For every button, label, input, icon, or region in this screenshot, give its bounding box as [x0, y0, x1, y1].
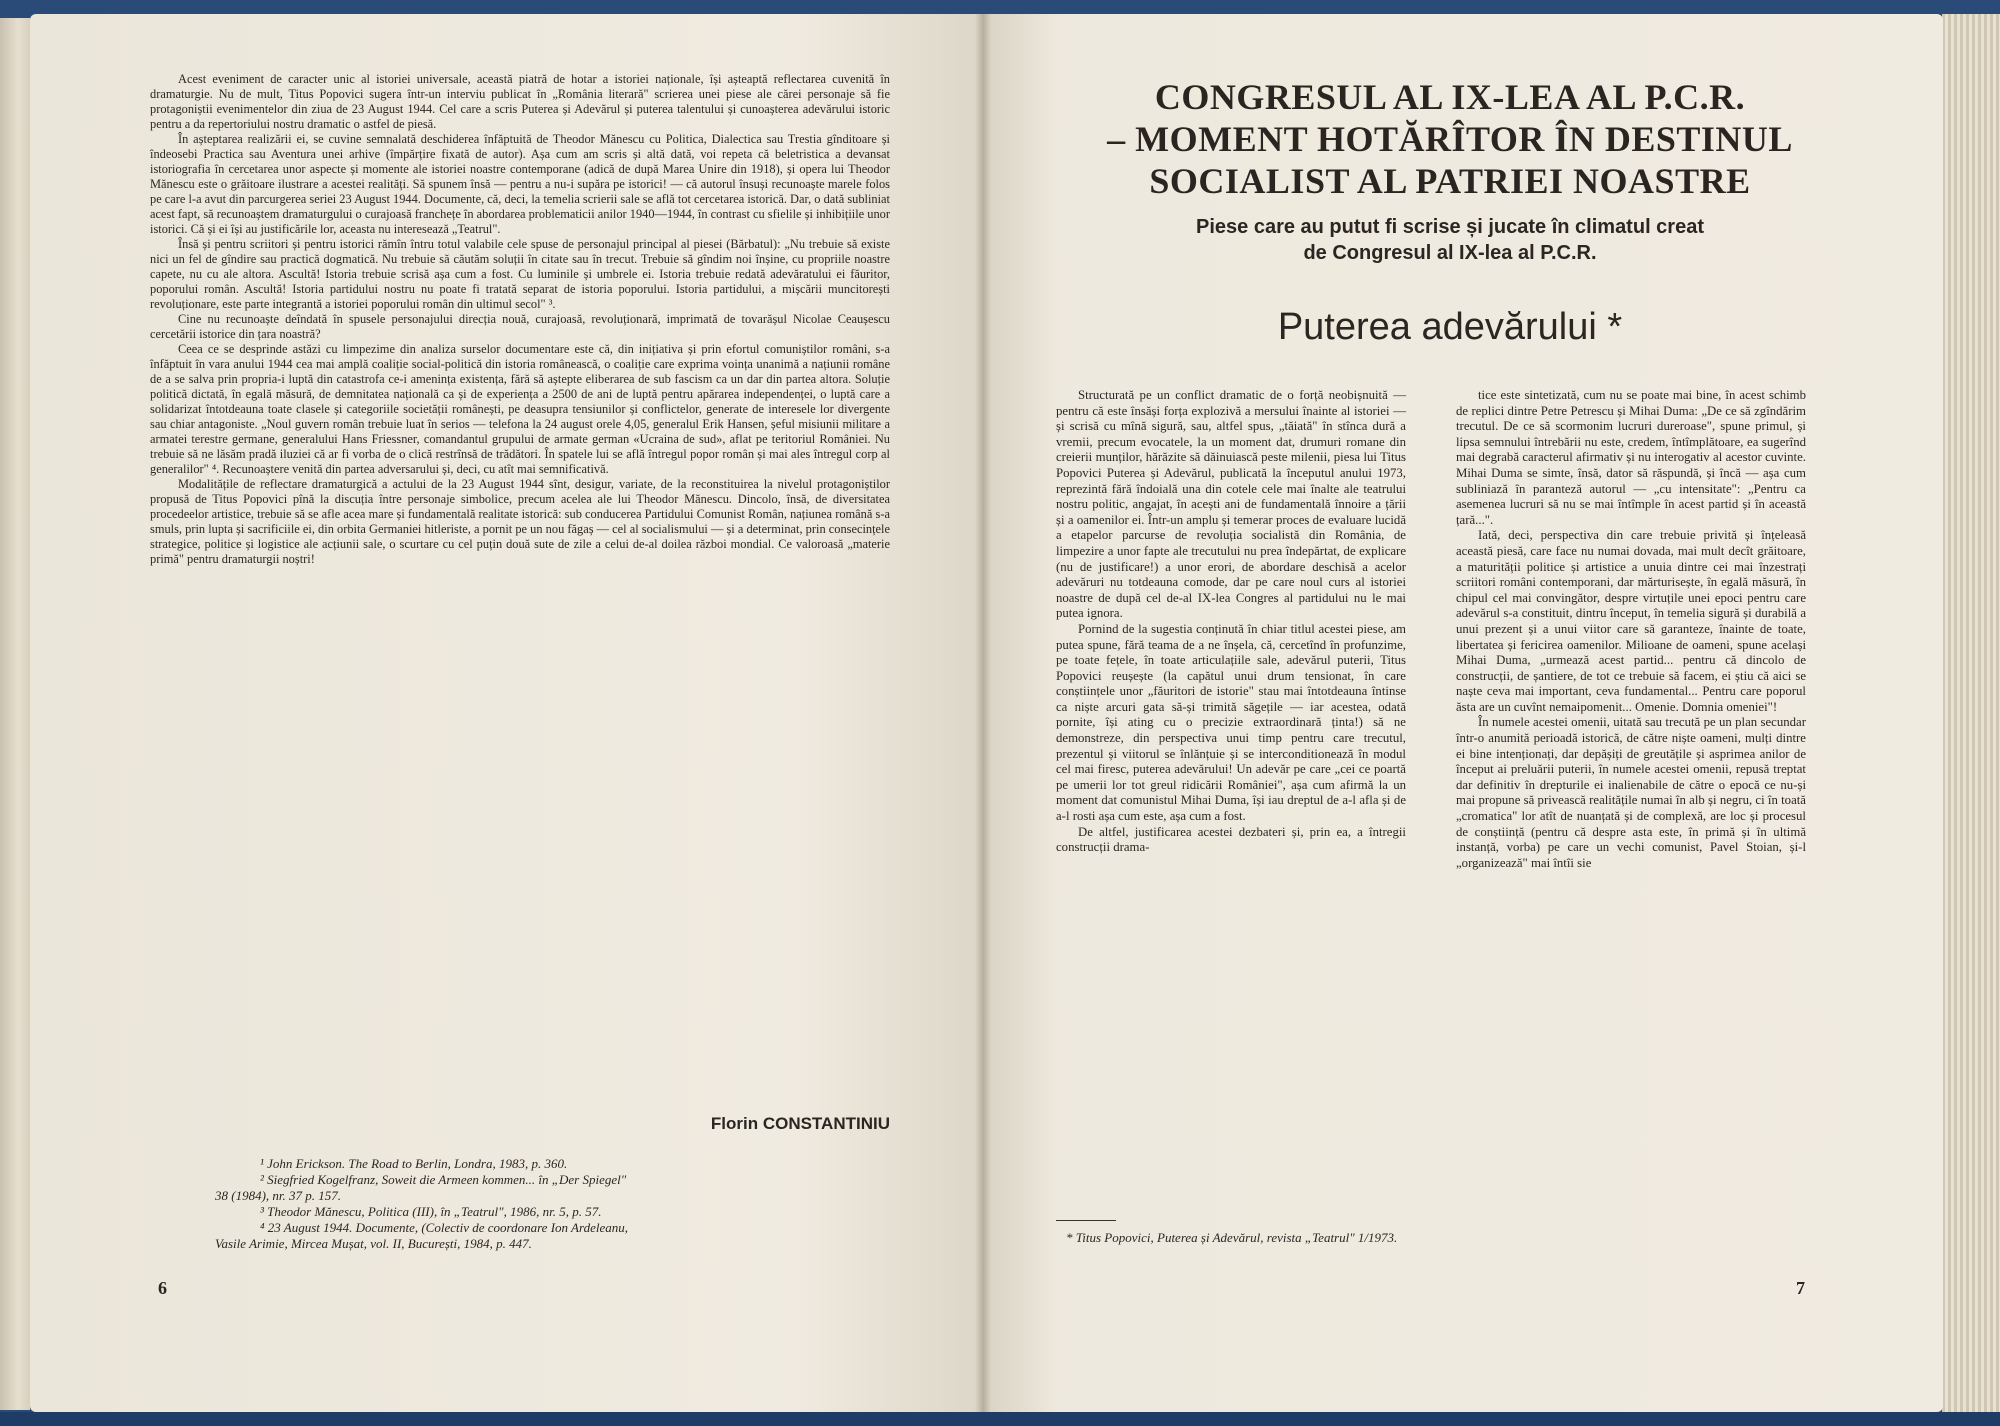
article-paragraph: Structurată pe un conflict dramatic de o forță neobișnuită — pentru că este însăși forța explozivă a mersului înainte al istoriei — și scrisă cu mînă sigură, sau, altfel spus, „tăiată" în stînca dură a vremii, precum evocatele, la un moment dat, drumuri romane din creierii munților, hărăzite să dăinuiască peste milenii, piesa lui Titus Popovici Puterea și Adevărul, publicată la începutul anului 1973, reprezintă fără îndoială una din cotele cele mai înalte ale teatrului nostru politic, angajat, în acești ani de fundamentală înnoire a țării și a oamenilor ei. Într-un amplu și temerar proces de evaluare lucidă a etapelor parcurse de revoluția socialistă din România, de limpezire a unor fapte ale trecutului nu prea îndepărtat, de explicare (nu de justificare!) a unor erori, de abordare deschisă a acelor adevăruri nu totdeauna comode, dar pe care noul curs al istoriei noastre de după cel de-al IX-lea Congres al partidului nu le mai putea ignora.: [1056, 388, 1406, 621]
article-column-1: [1056, 388, 1406, 856]
footnote: ⁴ 23 August 1944. Documente, (Colectiv de coordonare Ion Ardeleanu,: [260, 1220, 628, 1235]
footnote: ³ Theodor Mănescu, Politica (III), în „Teatrul", 1986, nr. 5, p. 57.: [260, 1204, 602, 1219]
section-subhead: [1060, 214, 1840, 266]
left-paragraph: În așteptarea realizării ei, se cuvine semnalată deschiderea înfăptuită de Theodor Mănescu cu Politica, Dialectica sau Trestia gînditoare și îndeosebi Practica sau Aventura unei arhive (împărțire fixată de autor). Așa cum am scris și altă dată, voi repeta că beletristica a devansat istoriografia în cercetarea unor aspecte și momente ale istoriei noastre contemporane (adică de după Marea Unire din 1918), și opera lui Theodor Mănescu este o grăitoare ilustrare a acestei realități. Să spunem însă — pentru a nu-i supăra pe istorici! — că autorul însuși recunoaște marele folos pe care l-a avut din parcurgerea seriei 23 August 1944. Documente, că, deci, la temelia scrierii sale se află tot cercetarea istorică. Dar, o dată subliniat acest fapt, să recunoaștem dramaturgului o curajoasă franchețe în abordarea problematicii anilor 1940—1944, în contrast cu sfielile și inhibițiile unor istorici. Că și ei își au justificările lor, aceasta nu interesează „Teatrul".: [150, 132, 890, 236]
headline-line: CONGRESUL AL IX-LEA AL P.C.R.: [1154, 77, 1746, 117]
footnote: ¹ John Erickson. The Road to Berlin, Londra, 1983, p. 360.: [260, 1156, 568, 1171]
article-paragraph: Pornind de la sugestia conținută în chiar titlul acestei piese, am putea spune, fără teama de a ne înșela, că, cercetînd în profunzime, pe toate fețele, în toate articulațiile sale, adevărul puterii, Titus Popovici reușește (la capătul unui drum tensionat, în care conștiințele unor „făuritori de istorie" stau mai întotdeauna întinse ca niște arcuri gata să-și trimită săgețile — iar acestea, odată pornite, își ating cu o precizie extraordinară ținta!) să ne demonstreze, din perspectiva unui timp pentru care trecutul, prezentul și viitorul se înlănțuie și se interconditionează în modul cel mai firesc, puterea adevărului! Un adevăr pe care „cei ce poartă pe umerii lor tot greul ridicării României", așa cum afirmă la un moment dat comunistul Mihai Duma, își iau dreptul de a-l afla și de a-l rosti așa cum este, așa cum a fost.: [1056, 621, 1406, 824]
left-paragraph: Modalitățile de reflectare dramaturgică a actului de la 23 August 1944 sînt, desigur, variate, de la reconstituirea la nivelul protagoniștilor propusă de Titus Popovici pînă la discuția între personaje simbolice, precum acelea ale lui Theodor Mănescu. Dincolo, însă, de diversitatea procedeelor artistice, trebuie să se afle acea mare și fundamentală realitate istorică: sub conducerea Partidului Comunist Român, națiunea română s-a smuls, prin lupta și sacrificiile ei, din orbita Germaniei hitleriste, a pornit pe un nou făgaș — cel al socialismului — și a determinat, prin consecințele strategice, politice și logistice ale acțiunii sale, o scurtare cu cel puțin două sute de zile a celui de-al doilea război mondial. Ce valoroasă „materie primă" pentru dramaturgii noștri!: [150, 477, 890, 566]
headline-line: SOCIALIST AL PATRIEI NOASTRE: [1149, 161, 1751, 201]
left-footnotes: [170, 1156, 890, 1252]
left-page-body: [150, 72, 890, 567]
subhead-line: Piese care au putut fi scrise și jucate în climatul creat: [1196, 216, 1704, 238]
article-paragraph: tice este sintetizată, cum nu se poate mai bine, în acest schimb de replici dintre Petre Petrescu și Mihai Duma: „De ce să zgîndărim trecutul. De ce să scormonim lucruri dureroase", spune primul, și lipsa semnului întrebării nu este, credem, întîmplătoare, ea sugerînd mai degrabă caracterul afirmativ și nu interogativ al acestor cuvinte. Mihai Duma se simte, însă, dator să răspundă, și încă — așa cum subliniază în paranteză autorul — „cu intensitate": „Pentru ca asemenea lucruri să nu se mai întîmple în acest partid și în această țară...".: [1456, 388, 1806, 527]
article-column-2: [1456, 388, 1806, 871]
left-paragraph: Acest eveniment de caracter unic al istoriei universale, această piatră de hotar a istoriei naționale, își așteaptă reflectarea cuvenită în dramaturgie. Nu de mult, Titus Popovici sugera într-un interviu publicat în „România literară" scrierea unei piese ale cărei personaje să fie protagoniștii evenimentelor din ziua de 23 August 1944. Cel care a scris Puterea și Adevărul și puterea talentului și cunoașterea adevărului istoric pentru a da repertoriului nostru dramatic o astfel de piesă.: [150, 72, 890, 131]
subhead-line: de Congresul al IX-lea al P.C.R.: [1303, 242, 1597, 264]
headline-line: – MOMENT HOTĂRÎTOR ÎN DESTINUL: [1107, 119, 1793, 159]
page-number-right: 7: [1796, 1278, 1805, 1298]
book-edge-right: [1942, 14, 2000, 1412]
article-footnote: * Titus Popovici, Puterea și Adevărul, revista „Teatrul" 1/1973.: [1066, 1230, 1398, 1245]
book-cover-bottom: [0, 1412, 2000, 1426]
footnote-divider: [1056, 1220, 1116, 1221]
footnote: Vasile Arimie, Mircea Mușat, vol. II, București, 1984, p. 447.: [215, 1236, 532, 1251]
footnote: 38 (1984), nr. 37 p. 157.: [215, 1188, 342, 1203]
footnote: ² Siegfried Kogelfranz, Soweit die Armeen kommen... în „Der Spiegel": [260, 1172, 627, 1187]
left-paragraph: Însă și pentru scriitori și pentru istorici rămîn întru totul valabile cele spuse de personajul principal al piesei (Bărbatul): „Nu trebuie să existe nici un fel de gîndire sau practică dogmatică. Nu trebuie să căutăm soluții în citate sau în trecut. Trebuie să gîndim noi înșine, cu propriile noastre capete, nu cu ale altora. Ascultă! Istoria trebuie scrisă așa cum a fost. Cu luminile și umbrele ei. Istoria trebuie redată adevăratului ei făuritor, poporului român. Ascultă! Istoria partidului nostru nu poate fi tratată separat de istoria poporului. Istoria partidului, a mișcării muncitorești revoluționare, este parte integrantă a istoriei poporului român din ultimul secol" ³.: [150, 237, 890, 311]
author-signature: Florin CONSTANTINIU: [710, 1114, 890, 1133]
section-headline: [1050, 76, 1850, 202]
left-paragraph: Cine nu recunoaște deîndată în spusele personajului direcția nouă, curajoasă, revoluționară, imprimată de tovarășul Nicolae Ceaușescu cercetării istorice din țara noastră?: [150, 312, 890, 341]
article-paragraph: În numele acestei omenii, uitată sau trecută pe un plan secundar într-o anumită perioadă istorică, de către niște oameni, mulți dintre ei bine intenționați, dar depășiți de greutățile și asprimea anilor de început ai preluării puterii, în numele acestei omenii, repusă treptat dar definitiv în drepturile ei inalienabile de către o epocă ce nu-și mai propune să privească realitățile numai în alb și negru, ci în toată „cromatica" lor atît de nuanțată și de complexă, are loc și procesul de conștiință (pentru că despre asta este, în primă și în ultimă instanță, vorba) pe care un vechi comunist, Pavel Stoian, și-l „organizează" mai întîi sie: [1456, 715, 1806, 870]
article-paragraph: Iată, deci, perspectiva din care trebuie privită și înțeleasă această piesă, care face nu numai dovada, mai mult decît grăitoare, a maturității politice și artistice a unuia dintre cei mai înzestrați scriitori români contemporani, dar mărturisește, în egală măsură, în chipul cel mai convingător, despre virtuțile unei epoci pentru care adevărul s-a constituit, dintru început, în temelia sigură și durabilă a unui prezent și a unui viitor care să garanteze, înainte de toate, libertatea și fericirea oamenilor. Milioane de oameni, spune același Mihai Duma, „urmează acest partid... pentru că dincolo de construcții, de șantiere, de tot ce trebuie să facem, ei știu că aici se naște ceva mai important, ceva fundamental... Pentru care poporul ăsta are un cuvînt nemaipomenit... Omenie. Domnia omeniei"!: [1456, 528, 1806, 714]
book-edge-left: [0, 18, 30, 1410]
article-title: Puterea adevărului *: [1277, 306, 1623, 348]
left-paragraph: Ceea ce se desprinde astăzi cu limpezime din analiza surselor documentare este că, din inițiativa și prin efortul comuniștilor români, s-a înfăptuit în vara anului 1944 cea mai amplă coaliție social-politică din istoria românească, o coaliție care exprima voința unanimă a națiunii române de a se salva prin propria-i luptă din catastrofa ce-i amenința existența, fără să aștepte eliberarea de sub fascism ca un dar din partea altora. Soluție politică dictată, în egală măsură, de demnitatea națională ca și de experiența a 2500 de ani de luptă pentru apărarea independenței, o luptă care a solidarizat întotdeauna toate clasele și categoriile societății românești, pe deasupra tensiunilor și conflictelor, generate de interesele lor divergente sau chiar antagoniste. „Noul guvern român trebuie luat în serios — telefona la 24 august orele 4,05, generalul Erik Hansen, șeful misiunii militare a armatei terestre germane, generalului Hans Friessner, comandantul grupului de armate german «Ucraina de sud», aflat pe teritoriul României. Nu trebuie să ne lăsăm pradă iluziei că ar fi vorba de o clică restrînsă de trădători. În spatele lui se află întregul popor român și mai ales întregul corp al generalilor" ⁴. Recunoaștere venită din partea adversarului și, deci, cu atît mai semnificativă.: [150, 342, 890, 476]
article-paragraph: De altfel, justificarea acestei dezbateri și, prin ea, a întregii construcții drama-: [1056, 824, 1406, 855]
page-number-left: 6: [158, 1278, 167, 1298]
book-gutter: [975, 14, 991, 1412]
